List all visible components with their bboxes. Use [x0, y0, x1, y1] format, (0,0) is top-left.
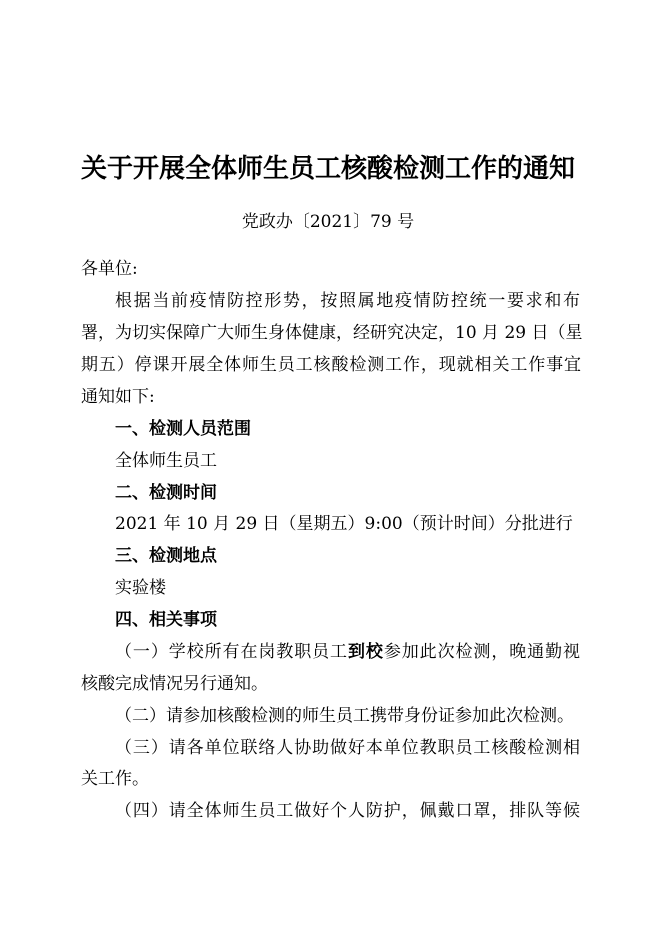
intro-line-3: 期五）停课开展全体师生员工核酸检测工作，现就相关工作事宜 [81, 355, 581, 375]
section-3-heading: 三、检测地点 [115, 546, 217, 566]
intro-line-2: 署，为切实保障广大师生身体健康，经研究决定，10 月 29 日（星 [81, 323, 583, 343]
item-2: （二）请参加核酸检测的师生员工携带身份证参加此次检测。 [115, 706, 574, 726]
item-3-line-2: 关工作。 [81, 769, 149, 789]
item-3-line-1: （三）请各单位联络人协助做好本单位教职员工核酸检测相 [115, 738, 580, 758]
item-4-line-1: （四）请全体师生员工做好个人防护，佩戴口罩，排队等候 [115, 801, 580, 821]
section-2-heading: 二、检测时间 [115, 483, 217, 503]
item-1-suffix: 参加此次检测，晚通勤视 [383, 642, 581, 662]
section-4-heading: 四、相关事项 [115, 610, 217, 630]
section-3-content: 实验楼 [115, 578, 166, 598]
intro-line-4: 通知如下: [81, 387, 155, 407]
document-number: 党政办〔2021〕79 号 [241, 212, 415, 232]
document-title: 关于开展全体师生员工核酸检测工作的通知 [80, 154, 575, 184]
section-1-content: 全体师生员工 [115, 451, 217, 471]
section-2-content: 2021 年 10 月 29 日（星期五）9:00（预计时间）分批进行 [115, 514, 573, 534]
item-1-emphasis: 到校 [347, 642, 384, 662]
item-1-line-2: 核酸完成情况另行通知。 [81, 674, 268, 694]
intro-line-1: 根据当前疫情防控形势，按照属地疫情防控统一要求和布 [115, 291, 580, 311]
item-1-line-1 [115, 641, 580, 663]
salutation: 各单位: [81, 259, 138, 279]
section-1-heading: 一、检测人员范围 [115, 419, 251, 439]
item-1-prefix: （一）学校所有在岗教职员工 [115, 642, 348, 662]
